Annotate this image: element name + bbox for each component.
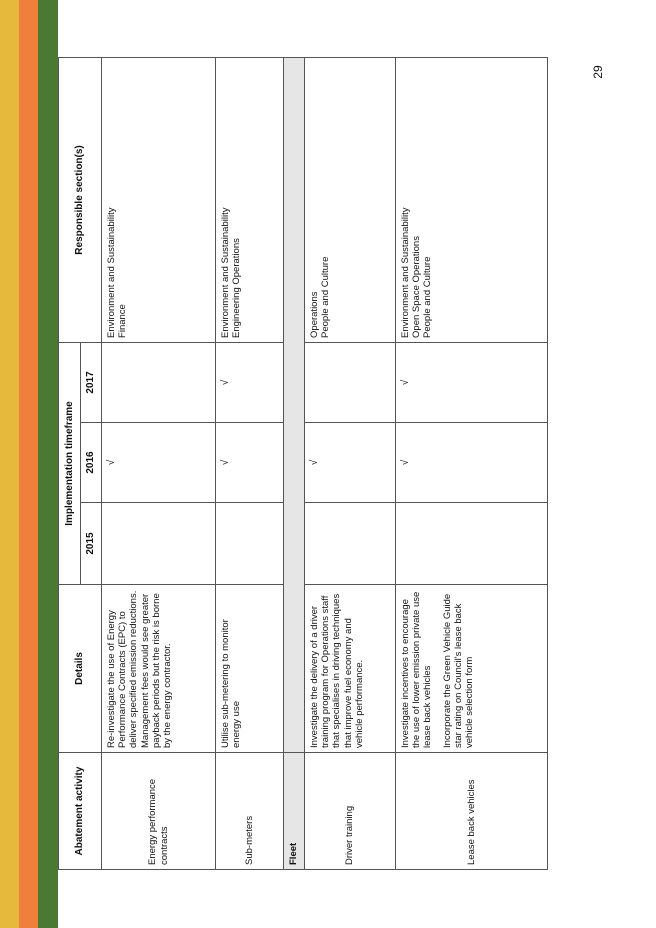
decorative-stripe-orange [19, 0, 38, 928]
activity-cell: Sub-meters [216, 753, 284, 870]
details-cell [216, 585, 284, 753]
section-label-fleet: Fleet [284, 753, 305, 870]
header-abatement-activity: Abatement activity [59, 753, 102, 870]
year-2015-cell [102, 503, 216, 585]
section-row-fleet [284, 57, 305, 869]
responsible-cell [305, 57, 396, 342]
activity-cell: Driver training [305, 753, 396, 870]
details-text: Utilise sub-metering to monitor energy use [220, 619, 243, 748]
table-row [102, 57, 216, 869]
section-fill [284, 57, 305, 752]
details-cell [305, 585, 396, 753]
year-2017-check: √ [396, 342, 548, 422]
activity-cell: Lease back vehicles [396, 753, 548, 870]
responsible-cell [102, 57, 216, 342]
responsible-section: Finance [117, 304, 129, 338]
year-2016-check: √ [102, 423, 216, 503]
year-2015-cell [305, 503, 396, 585]
responsible-cell [216, 57, 284, 342]
activity-cell: Energy performance contracts [102, 753, 216, 870]
header-year-2016: 2016 [81, 423, 102, 503]
table-row [216, 57, 284, 869]
details-text: Investigate incentives to encourage the use of lower emission private use lease back vehicles [400, 591, 434, 748]
responsible-section: Environment and Sustainability [220, 207, 231, 338]
table-row [396, 57, 548, 869]
responsible-section: Open Space Operations [411, 236, 423, 338]
details-text: Investigate the delivery of a driver training program for Operations staff that specialises in driving techniques that improve fuel economy and vehicle performance. [309, 593, 365, 748]
year-2016-check: √ [396, 423, 548, 503]
details-cell [102, 585, 216, 753]
year-2017-cell [102, 342, 216, 422]
year-2015-cell [216, 503, 284, 585]
header-implementation-timeframe: Implementation timeframe [59, 342, 81, 584]
responsible-section: Environment and Sustainability [400, 207, 411, 338]
details-text: Incorporate the Green Vehicle Guide star rating on Council's lease back vehicle selection form [441, 593, 476, 748]
table-row [305, 57, 396, 869]
decorative-stripe-green [38, 0, 58, 928]
year-2017-check: √ [216, 342, 284, 422]
details-cell [396, 585, 548, 753]
year-2016-check: √ [305, 423, 396, 503]
table-container [58, 0, 548, 870]
header-responsible-sections: Responsible section(s) [59, 57, 102, 342]
year-2017-cell [305, 342, 396, 422]
header-year-2017: 2017 [81, 342, 102, 422]
header-details: Details [59, 585, 102, 753]
implementation-table [58, 57, 548, 870]
responsible-section: Operations [309, 291, 320, 338]
decorative-stripe-yellow [0, 0, 19, 928]
page-number: 29 [591, 65, 605, 79]
year-2015-cell [396, 503, 548, 585]
year-2016-check: √ [216, 423, 284, 503]
responsible-cell [396, 57, 548, 342]
responsible-section: Environment and Sustainability [106, 207, 117, 338]
details-text: Re-investigate the use of Energy Performance Contracts (EPC) to deliver specified emission reductions. Management fees would see greater payback periods but the risk is borne by the energy contractor. [106, 590, 174, 748]
responsible-section: People and Culture [320, 256, 332, 338]
responsible-section: Engineering Operations [231, 238, 243, 338]
responsible-section: People and Culture [422, 256, 434, 338]
header-year-2015: 2015 [81, 503, 102, 585]
